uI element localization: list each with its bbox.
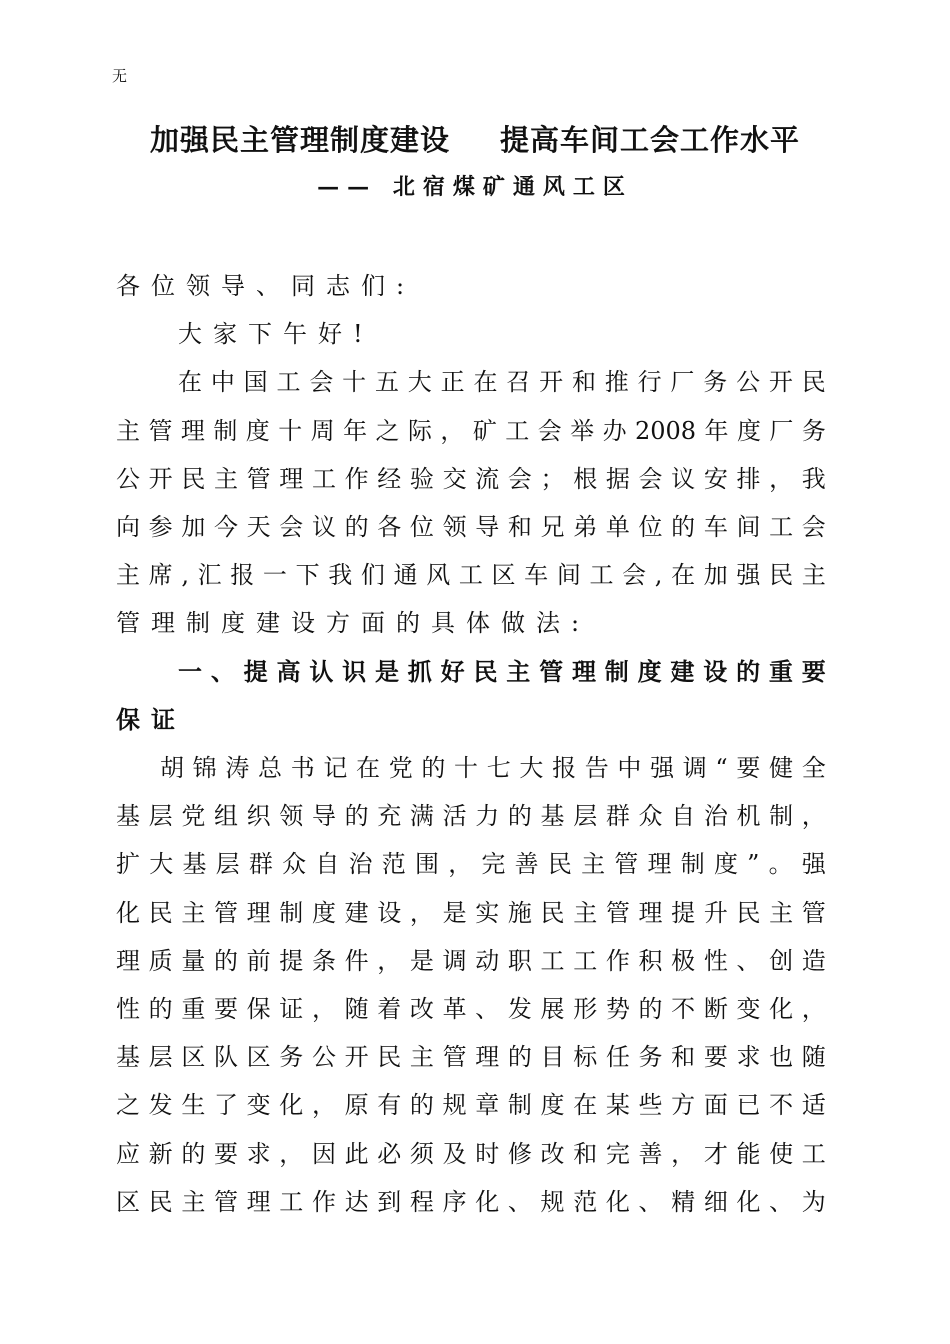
body-line: 应 新 的 要 求 ， 因 此 必 须 及 时 修 改 和 完 善 ， 才 能 使 工 (116, 1140, 826, 1168)
body-line: 大家下午好! (178, 320, 374, 348)
body-line: 向 参 加 今 天 会 议 的 各 位 领 导 和 兄 弟 单 位 的 车 间 工 会 (116, 513, 826, 541)
body-line: 理 质 量 的 前 提 条 件 ， 是 调 动 职 工 工 作 积 极 性 、 创 造 (116, 947, 826, 975)
body-line: 基 层 党 组 织 领 导 的 充 满 活 力 的 基 层 群 众 自 治 机 制 ， (116, 802, 826, 830)
body-line: 化 民 主 管 理 制 度 建 设 ， 是 实 施 民 主 管 理 提 升 民 主 管 (116, 899, 826, 927)
body-line: 之 发 生 了 变 化 ， 原 有 的 规 章 制 度 在 某 些 方 面 已 不 适 (116, 1091, 826, 1119)
title-part-1: 加强民主管理制度建设 (149, 123, 450, 157)
body-line: 保证 (116, 706, 186, 734)
document-title (0, 120, 950, 160)
body-line: 区 民 主 管 理 工 作 达 到 程 序 化 、 规 范 化 、 精 细 化 、 为 (116, 1188, 826, 1216)
body-line: 扩 大 基 层 群 众 自 治 范 围 ， 完 善 民 主 管 理 制 度 ” 。 强 (116, 850, 826, 878)
body-line: 一 、 提 高 认 识 是 抓 好 民 主 管 理 制 度 建 设 的 重 要 (178, 658, 826, 686)
body-line: 主 席 , 汇 报 一 下 我 们 通 风 工 区 车 间 工 会 , 在 加 强 民 主 (116, 561, 826, 589)
body-line: 主 管 理 制 度 十 周 年 之 际 ， 矿 工 会 举 办 2008 年 度 厂 务 (116, 417, 826, 445)
document-subtitle: —— 北宿煤矿通风工区 (317, 174, 633, 200)
body-line: 管理制度建设方面的具体做法: (116, 609, 591, 637)
body-line: 基 层 区 队 区 务 公 开 民 主 管 理 的 目 标 任 务 和 要 求 也 随 (116, 1043, 826, 1071)
body-line: 各位领导、同志们: (116, 272, 416, 300)
body-line: 在 中 国 工 会 十 五 大 正 在 召 开 和 推 行 厂 务 公 开 民 (178, 368, 826, 396)
body-line: 胡 锦 涛 总 书 记 在 党 的 十 七 大 报 告 中 强 调 “ 要 健 全 (160, 754, 826, 782)
title-part-2: 提高车间工会工作水平 (500, 123, 801, 157)
body-line: 公 开 民 主 管 理 工 作 经 验 交 流 会 ； 根 据 会 议 安 排 ， 我 (116, 465, 826, 493)
body-line: 性 的 重 要 保 证 ， 随 着 改 革 、 发 展 形 势 的 不 断 变 化 ， (116, 995, 826, 1023)
header-mark: 无 (112, 67, 128, 85)
